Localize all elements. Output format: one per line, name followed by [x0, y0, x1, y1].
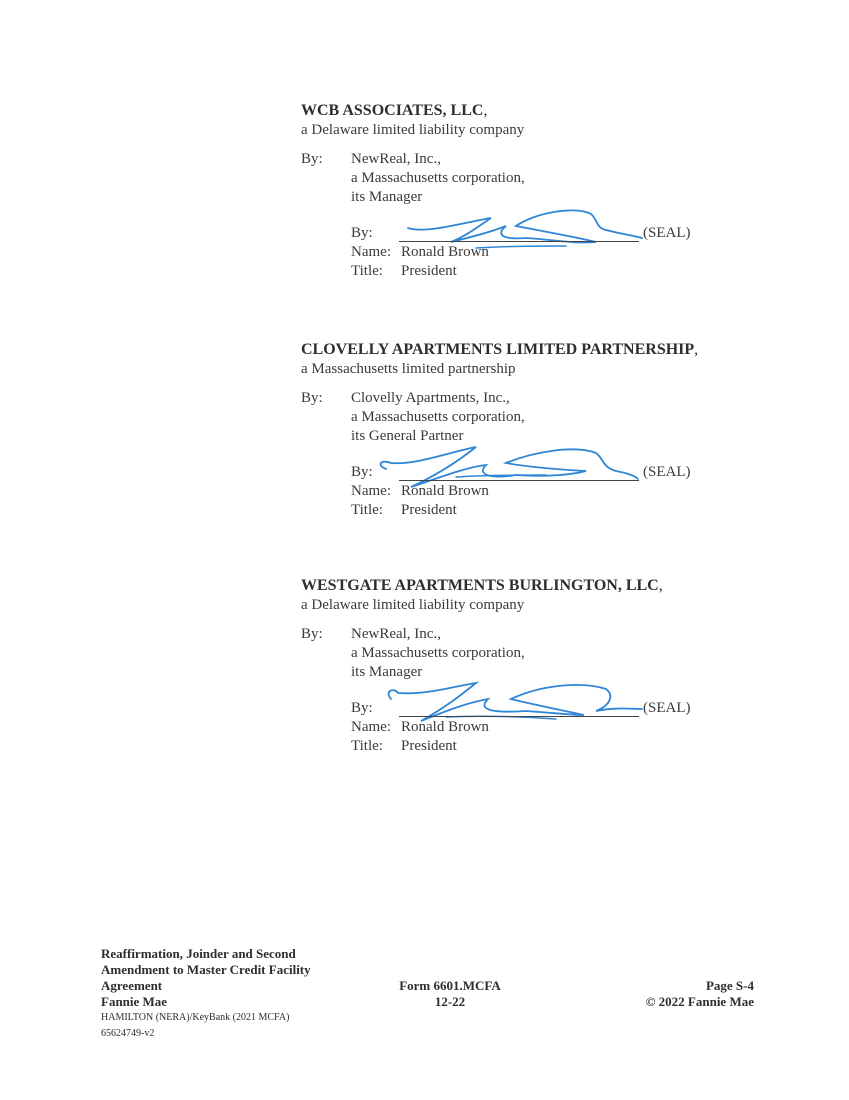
by-label: By: — [301, 390, 323, 406]
sig-by-label: By: — [351, 700, 373, 716]
by-entity-role: its Manager — [351, 664, 423, 680]
footer-page-number: Page S-4 — [705, 978, 754, 993]
entity-name: WCB ASSOCIATES, LLC, — [301, 102, 488, 119]
signature-line — [399, 716, 639, 717]
signature-lines — [351, 463, 821, 521]
signature-line — [399, 241, 639, 242]
seal-label: (SEAL) — [643, 464, 691, 480]
footer-copyright: © 2022 Fannie Mae — [645, 994, 754, 1009]
title-label: Title: — [351, 502, 383, 518]
title-value: President — [401, 738, 457, 754]
name-value: Ronald Brown — [401, 719, 489, 735]
name-value: Ronald Brown — [401, 244, 489, 260]
footer-center — [390, 978, 510, 1010]
signature-block-clovelly — [301, 340, 821, 521]
name-label: Name: — [351, 244, 391, 260]
by-entity-description: a Massachusetts corporation, — [351, 645, 525, 661]
by-entity-role: its General Partner — [351, 428, 464, 444]
by-entity: NewReal, Inc., — [351, 626, 441, 642]
entity-description: a Massachusetts limited partnership — [301, 361, 516, 377]
footer-matter-reference: HAMILTON (NERA)/KeyBank (2021 MCFA) — [101, 1012, 290, 1023]
title-value: President — [401, 263, 457, 279]
by-entity-lines — [351, 150, 525, 207]
name-value: Ronald Brown — [401, 483, 489, 499]
title-value: President — [401, 502, 457, 518]
by-entity-role: its Manager — [351, 189, 423, 205]
by-label: By: — [301, 626, 323, 642]
footer-doc-title-line2: Amendment to Master Credit Facility — [101, 962, 311, 977]
seal-label: (SEAL) — [643, 700, 691, 716]
by-entity-description: a Massachusetts corporation, — [351, 409, 525, 425]
title-label: Title: — [351, 263, 383, 279]
by-entity-lines — [351, 389, 525, 446]
sig-by-label: By: — [351, 464, 373, 480]
by-entity: NewReal, Inc., — [351, 151, 441, 167]
by-section — [301, 625, 821, 682]
entity-description: a Delaware limited liability company — [301, 122, 525, 138]
footer-fannie-mae: Fannie Mae — [101, 994, 168, 1009]
by-entity-lines — [351, 625, 525, 682]
signature-block-westgate — [301, 576, 821, 757]
footer-document-id: 65624749-v2 — [101, 1028, 155, 1039]
footer-form-number: Form 6601.MCFA — [399, 978, 501, 993]
by-entity: Clovelly Apartments, Inc., — [351, 390, 510, 406]
signature-lines — [351, 699, 821, 757]
name-label: Name: — [351, 719, 391, 735]
footer-doc-title-line1: Reaffirmation, Joinder and Second — [101, 946, 296, 961]
by-section — [301, 150, 821, 207]
by-section — [301, 389, 821, 446]
signature-block-wcb — [301, 101, 821, 282]
entity-name: CLOVELLY APARTMENTS LIMITED PARTNERSHIP, — [301, 341, 699, 358]
footer-doc-title-line3: Agreement — [101, 978, 163, 993]
footer-form-date: 12-22 — [434, 994, 466, 1009]
footer-right — [594, 978, 754, 1010]
sig-by-label: By: — [351, 225, 373, 241]
by-label: By: — [301, 151, 323, 167]
seal-label: (SEAL) — [643, 225, 691, 241]
title-label: Title: — [351, 738, 383, 754]
signature-lines — [351, 224, 821, 282]
entity-description: a Delaware limited liability company — [301, 597, 525, 613]
by-entity-description: a Massachusetts corporation, — [351, 170, 525, 186]
entity-name: WESTGATE APARTMENTS BURLINGTON, LLC, — [301, 577, 663, 594]
name-label: Name: — [351, 483, 391, 499]
signature-line — [399, 480, 639, 481]
footer-left — [101, 946, 401, 1042]
